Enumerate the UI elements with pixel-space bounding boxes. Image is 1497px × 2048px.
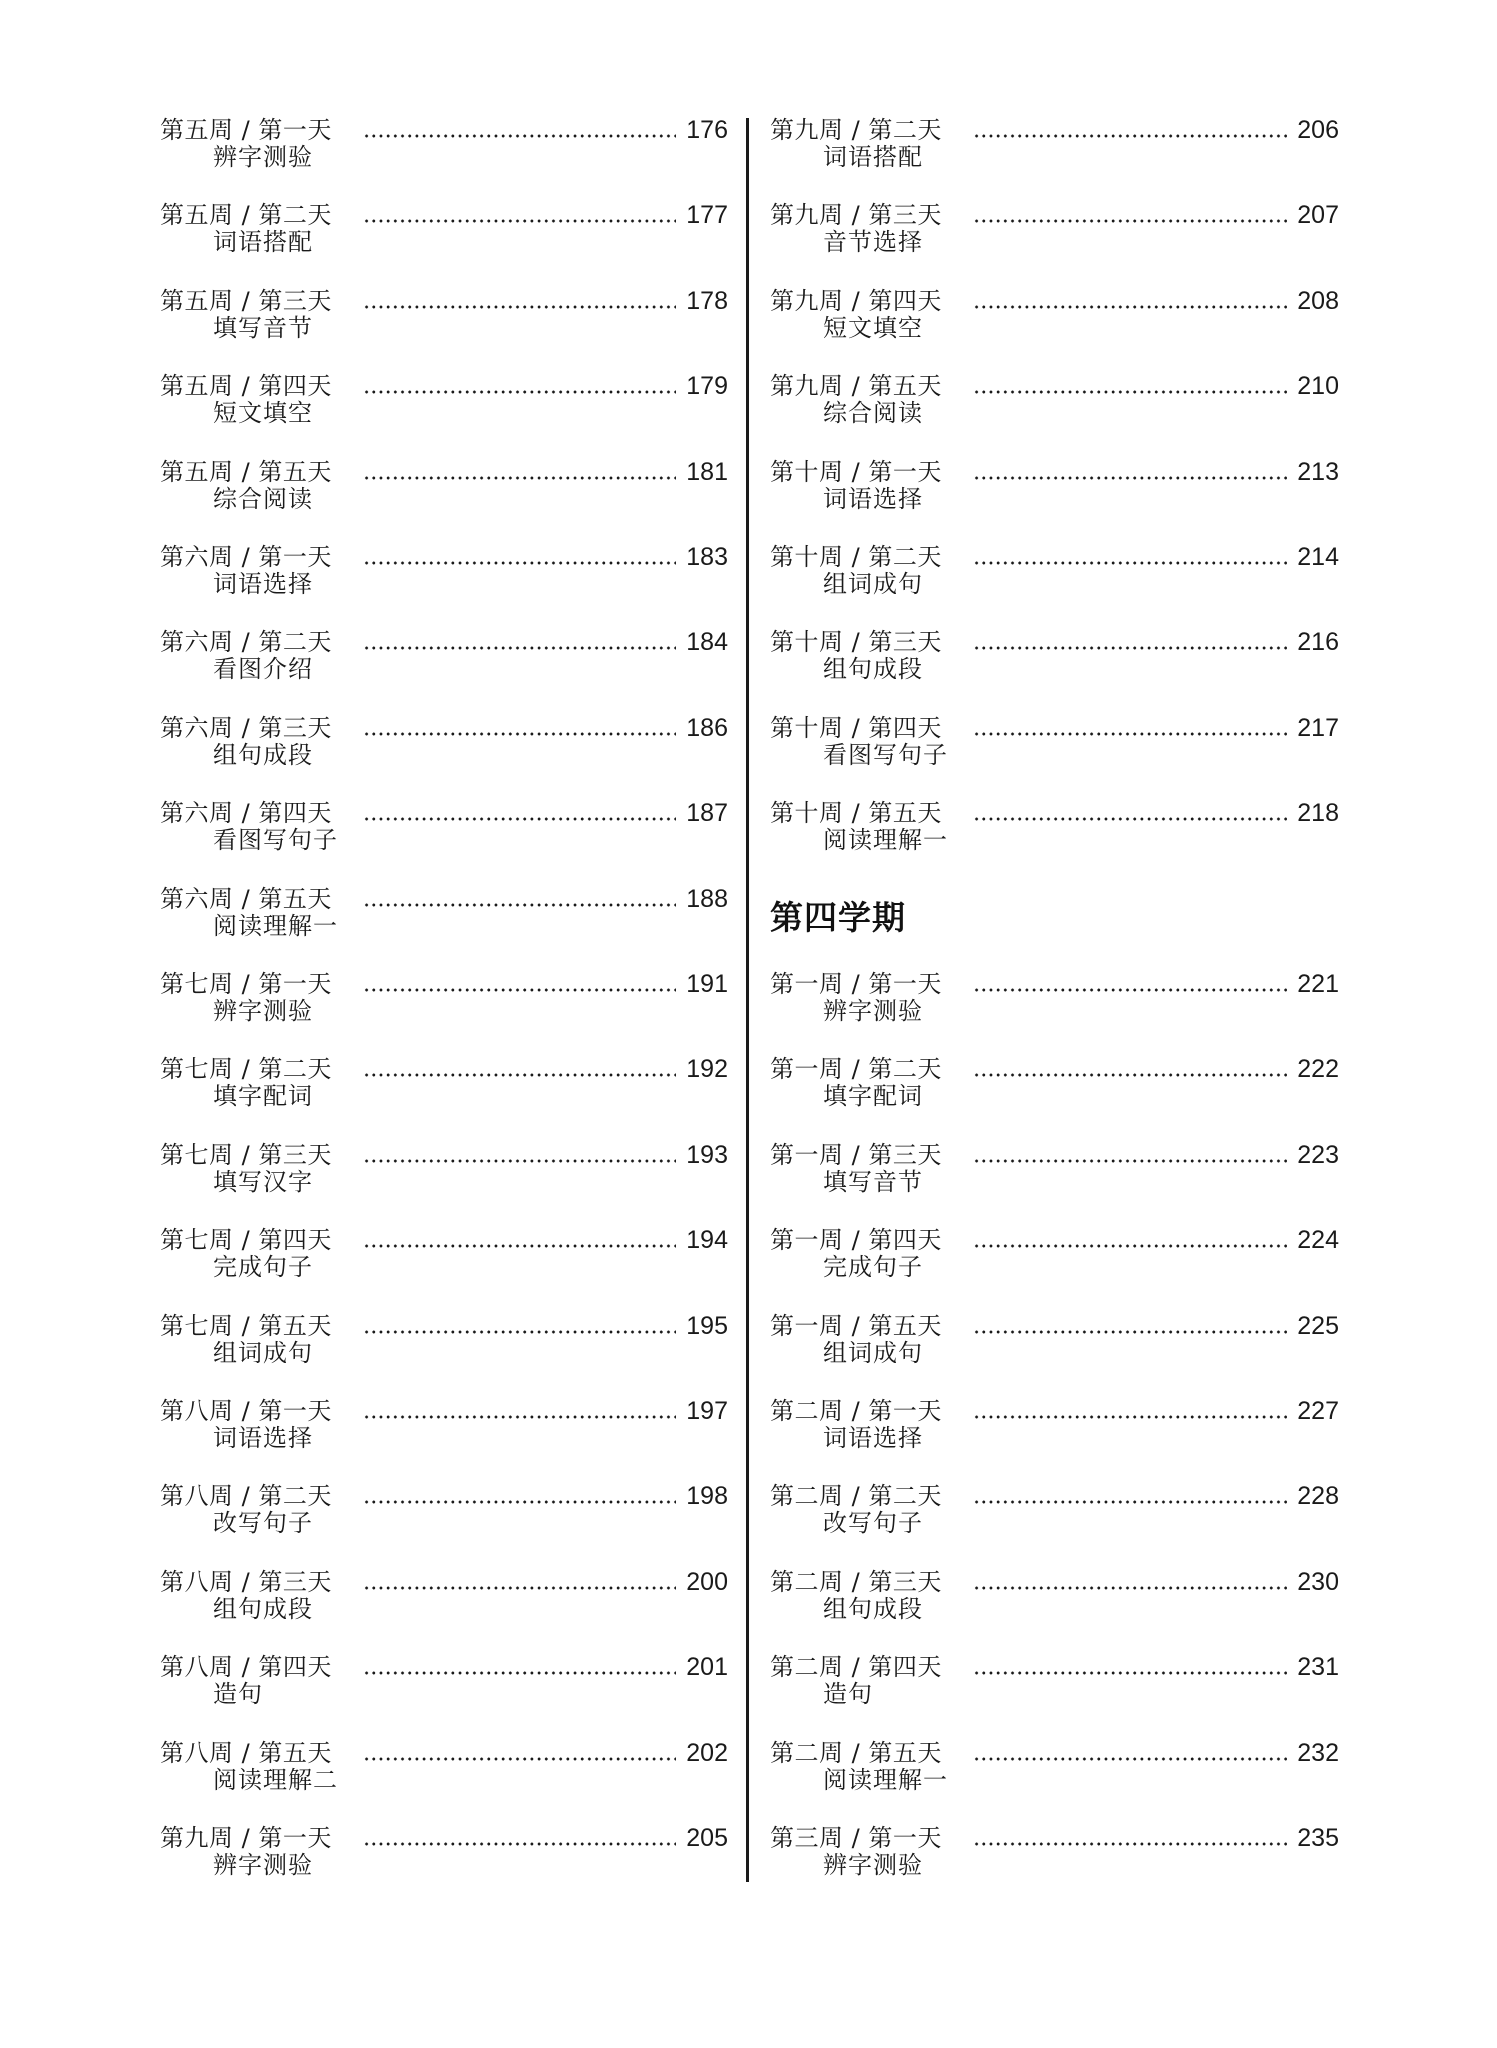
dot-leader — [973, 1330, 1287, 1334]
toc-entry-subtitle: 词语选择 — [823, 484, 923, 513]
toc-entry-subtitle: 词语选择 — [213, 1424, 313, 1452]
toc-entry-title: 第九周 / 第五天 — [770, 372, 942, 401]
toc-entry[interactable] — [160, 116, 728, 176]
toc-entry-page-number: 201 — [686, 1653, 728, 1682]
dot-leader — [973, 561, 1287, 565]
dot-leader — [363, 646, 676, 650]
toc-entry-page-number: 179 — [686, 372, 728, 401]
toc-entry-title: 第一周 / 第五天 — [770, 1311, 942, 1340]
toc-entry[interactable] — [770, 116, 1339, 176]
dot-leader — [973, 476, 1287, 480]
dot-leader — [363, 988, 676, 992]
toc-entry[interactable] — [160, 628, 728, 688]
dot-leader — [363, 1586, 676, 1590]
toc-entry-subtitle: 看图写句子 — [213, 826, 338, 855]
toc-entry-page-number: 176 — [686, 116, 728, 144]
toc-entry-page-number: 224 — [1297, 1226, 1339, 1255]
toc-entry-page-number: 218 — [1297, 799, 1339, 828]
toc-entry-title: 第七周 / 第五天 — [160, 1311, 332, 1340]
toc-entry-page-number: 205 — [686, 1824, 728, 1852]
dot-leader — [363, 476, 676, 480]
toc-entry[interactable] — [160, 287, 728, 347]
toc-entry-page-number: 198 — [686, 1482, 728, 1511]
toc-entry-subtitle: 音节选择 — [823, 228, 923, 257]
toc-entry-page-number: 222 — [1297, 1055, 1339, 1084]
toc-entry-page-number: 202 — [686, 1738, 728, 1767]
toc-entry-subtitle: 辨字测验 — [213, 997, 313, 1025]
dot-leader — [363, 305, 676, 309]
dot-leader — [973, 1757, 1287, 1761]
toc-entry-subtitle: 辨字测验 — [213, 143, 313, 171]
toc-entry[interactable] — [770, 287, 1339, 347]
dot-leader — [363, 134, 676, 138]
toc-entry-title: 第三周 / 第一天 — [770, 1824, 942, 1852]
toc-entry[interactable] — [770, 1141, 1339, 1201]
toc-entry-page-number: 232 — [1297, 1738, 1339, 1767]
toc-entry-title: 第九周 / 第二天 — [770, 116, 942, 144]
toc-entry-page-number: 184 — [686, 628, 728, 657]
dot-leader — [363, 817, 676, 821]
toc-entry-title: 第二周 / 第四天 — [770, 1653, 942, 1682]
toc-entry-title: 第八周 / 第一天 — [160, 1397, 332, 1425]
dot-leader — [363, 1073, 676, 1077]
toc-entry-title: 第五周 / 第五天 — [160, 457, 332, 486]
toc-entry-title: 第八周 / 第四天 — [160, 1653, 332, 1682]
toc-entry-title: 第一周 / 第四天 — [770, 1226, 942, 1255]
toc-entry-title: 第六周 / 第四天 — [160, 799, 332, 828]
toc-entry[interactable] — [770, 714, 1339, 774]
toc-entry[interactable] — [160, 885, 728, 945]
dot-leader — [363, 1671, 676, 1675]
toc-entry-title: 第七周 / 第四天 — [160, 1226, 332, 1255]
toc-entry-page-number: 227 — [1297, 1397, 1339, 1425]
toc-entry-title: 第五周 / 第一天 — [160, 116, 332, 144]
dot-leader — [973, 134, 1287, 138]
dot-leader — [363, 732, 676, 736]
dot-leader — [973, 1244, 1287, 1248]
toc-entry-title: 第十周 / 第二天 — [770, 543, 942, 571]
dot-leader — [973, 988, 1287, 992]
toc-entry-subtitle: 辨字测验 — [213, 1851, 313, 1879]
toc-entry-subtitle: 填字配词 — [823, 1082, 923, 1111]
toc-entry-subtitle: 组词成句 — [823, 1338, 923, 1367]
toc-entry-subtitle: 词语选择 — [213, 570, 313, 598]
toc-entry-title: 第二周 / 第三天 — [770, 1567, 942, 1596]
dot-leader — [973, 1671, 1287, 1675]
toc-entry[interactable] — [160, 714, 728, 774]
toc-entry-subtitle: 造句 — [823, 1680, 873, 1709]
toc-entry-title: 第五周 / 第四天 — [160, 372, 332, 401]
dot-leader — [363, 1415, 676, 1419]
toc-entry-page-number: 231 — [1297, 1653, 1339, 1682]
dot-leader — [973, 1500, 1287, 1504]
toc-entry[interactable] — [160, 799, 728, 859]
toc-entry-page-number: 235 — [1297, 1824, 1339, 1852]
toc-entry-subtitle: 阅读理解一 — [213, 911, 338, 940]
toc-entry-title: 第十周 / 第四天 — [770, 713, 942, 742]
toc-entry[interactable] — [160, 1739, 728, 1799]
toc-entry-title: 第六周 / 第一天 — [160, 543, 332, 571]
dot-leader — [363, 903, 676, 907]
toc-entry-page-number: 207 — [1297, 201, 1339, 230]
dot-leader — [973, 1073, 1287, 1077]
toc-entry[interactable] — [770, 1226, 1339, 1286]
toc-entry-subtitle: 填写音节 — [213, 313, 313, 342]
toc-entry-title: 第五周 / 第二天 — [160, 201, 332, 230]
toc-entry-subtitle: 综合阅读 — [213, 484, 313, 513]
toc-entry-subtitle: 阅读理解一 — [823, 1765, 948, 1794]
toc-entry[interactable] — [160, 1482, 728, 1542]
toc-entry-title: 第十周 / 第五天 — [770, 799, 942, 828]
toc-entry-title: 第六周 / 第五天 — [160, 884, 332, 913]
toc-entry-subtitle: 填写音节 — [823, 1167, 923, 1196]
toc-entry-title: 第六周 / 第二天 — [160, 628, 332, 657]
toc-entry-page-number: 186 — [686, 713, 728, 742]
dot-leader — [363, 219, 676, 223]
toc-entry-page-number: 230 — [1297, 1567, 1339, 1596]
toc-entry-page-number: 177 — [686, 201, 728, 230]
toc-entry-page-number: 228 — [1297, 1482, 1339, 1511]
dot-leader — [363, 1244, 676, 1248]
toc-entry-title: 第十周 / 第三天 — [770, 628, 942, 657]
toc-entry-page-number: 195 — [686, 1311, 728, 1340]
toc-entry[interactable] — [770, 1653, 1339, 1713]
dot-leader — [973, 219, 1287, 223]
toc-entry-title: 第二周 / 第二天 — [770, 1482, 942, 1511]
toc-entry-page-number: 200 — [686, 1567, 728, 1596]
toc-entry[interactable] — [770, 1312, 1339, 1372]
toc-entry-subtitle: 辨字测验 — [823, 997, 923, 1025]
toc-entry-subtitle: 短文填空 — [823, 313, 923, 342]
toc-entry[interactable] — [770, 1739, 1339, 1799]
toc-entry-title: 第五周 / 第三天 — [160, 286, 332, 315]
toc-entry[interactable] — [770, 543, 1339, 603]
dot-leader — [973, 1586, 1287, 1590]
toc-entry-subtitle: 看图介绍 — [213, 655, 313, 684]
toc-entry-subtitle: 短文填空 — [213, 399, 313, 428]
toc-entry-page-number: 217 — [1297, 713, 1339, 742]
toc-entry-subtitle: 综合阅读 — [823, 399, 923, 428]
dot-leader — [973, 817, 1287, 821]
dot-leader — [363, 1500, 676, 1504]
toc-entry-subtitle: 完成句子 — [213, 1253, 313, 1282]
toc-entry-page-number: 223 — [1297, 1140, 1339, 1169]
dot-leader — [973, 646, 1287, 650]
toc-entry-subtitle: 看图写句子 — [823, 740, 948, 769]
toc-entry-subtitle: 组句成段 — [213, 1594, 313, 1623]
toc-entry[interactable] — [770, 201, 1339, 261]
toc-entry-subtitle: 完成句子 — [823, 1253, 923, 1282]
toc-entry-subtitle: 组句成段 — [823, 655, 923, 684]
dot-leader — [973, 732, 1287, 736]
toc-entry-page-number: 210 — [1297, 372, 1339, 401]
dot-leader — [363, 390, 676, 394]
toc-entry[interactable] — [160, 1312, 728, 1372]
toc-entry-subtitle: 阅读理解一 — [823, 826, 948, 855]
toc-entry[interactable] — [160, 201, 728, 261]
toc-entry-page-number: 225 — [1297, 1311, 1339, 1340]
toc-entry-title: 第八周 / 第二天 — [160, 1482, 332, 1511]
dot-leader — [363, 1159, 676, 1163]
toc-entry-subtitle: 组词成句 — [823, 570, 923, 598]
toc-entry-subtitle: 组词成句 — [213, 1338, 313, 1367]
toc-entry-title: 第二周 / 第一天 — [770, 1397, 942, 1425]
toc-entry-subtitle: 造句 — [213, 1680, 263, 1709]
toc-entry-title: 第六周 / 第三天 — [160, 713, 332, 742]
toc-entry-page-number: 178 — [686, 286, 728, 315]
toc-entry-subtitle: 填写汉字 — [213, 1167, 313, 1196]
toc-entry-subtitle: 辨字测验 — [823, 1851, 923, 1879]
toc-entry[interactable] — [160, 1141, 728, 1201]
toc-entry-subtitle: 词语搭配 — [823, 143, 923, 171]
toc-entry[interactable] — [770, 1482, 1339, 1542]
toc-entry-subtitle: 组句成段 — [213, 740, 313, 769]
toc-entry[interactable] — [160, 970, 728, 1030]
toc-entry-page-number: 197 — [686, 1397, 728, 1425]
toc-entry-subtitle: 改写句子 — [213, 1509, 313, 1538]
toc-entry[interactable] — [160, 1055, 728, 1115]
toc-entry[interactable] — [770, 628, 1339, 688]
toc-entry-title: 第十周 / 第一天 — [770, 457, 942, 486]
toc-entry[interactable] — [160, 1824, 728, 1884]
toc-entry-page-number: 214 — [1297, 543, 1339, 571]
toc-entry-page-number: 183 — [686, 543, 728, 571]
dot-leader — [973, 305, 1287, 309]
toc-entry-page-number: 187 — [686, 799, 728, 828]
toc-entry[interactable] — [770, 372, 1339, 432]
toc-entry-page-number: 191 — [686, 970, 728, 998]
section-heading-term-4: 第四学期 — [770, 898, 906, 937]
dot-leader — [363, 1757, 676, 1761]
toc-entry-page-number: 208 — [1297, 286, 1339, 315]
toc-entry-page-number: 194 — [686, 1226, 728, 1255]
toc-entry[interactable] — [160, 1226, 728, 1286]
toc-entry[interactable] — [770, 970, 1339, 1030]
dot-leader — [363, 1330, 676, 1334]
dot-leader — [973, 390, 1287, 394]
toc-entry[interactable] — [770, 1568, 1339, 1628]
toc-entry[interactable] — [770, 458, 1339, 518]
toc-entry-title: 第二周 / 第五天 — [770, 1738, 942, 1767]
toc-entry[interactable] — [160, 1568, 728, 1628]
toc-entry-subtitle: 词语搭配 — [213, 228, 313, 257]
toc-entry-title: 第一周 / 第二天 — [770, 1055, 942, 1084]
dot-leader — [973, 1415, 1287, 1419]
toc-entry-page-number: 193 — [686, 1140, 728, 1169]
toc-entry-title: 第七周 / 第三天 — [160, 1140, 332, 1169]
column-divider — [746, 118, 749, 1882]
dot-leader — [973, 1159, 1287, 1163]
toc-entry[interactable] — [160, 458, 728, 518]
toc-entry-subtitle: 组句成段 — [823, 1594, 923, 1623]
toc-entry-subtitle: 填字配词 — [213, 1082, 313, 1111]
toc-entry[interactable] — [770, 1055, 1339, 1115]
toc-entry-subtitle: 词语选择 — [823, 1424, 923, 1452]
toc-entry-title: 第七周 / 第一天 — [160, 970, 332, 998]
dot-leader — [363, 1842, 676, 1846]
toc-entry-title: 第九周 / 第三天 — [770, 201, 942, 230]
toc-entry[interactable] — [160, 1397, 728, 1457]
toc-entry-page-number: 216 — [1297, 628, 1339, 657]
toc-entry[interactable] — [160, 1653, 728, 1713]
toc-entry-page-number: 188 — [686, 884, 728, 913]
toc-entry-subtitle: 阅读理解二 — [213, 1765, 338, 1794]
toc-entry[interactable] — [160, 372, 728, 432]
toc-entry-title: 第九周 / 第四天 — [770, 286, 942, 315]
dot-leader — [363, 561, 676, 565]
toc-entry-title: 第九周 / 第一天 — [160, 1824, 332, 1852]
toc-entry-page-number: 206 — [1297, 116, 1339, 144]
toc-entry-title: 第一周 / 第三天 — [770, 1140, 942, 1169]
toc-entry[interactable] — [770, 799, 1339, 859]
toc-entry-subtitle: 改写句子 — [823, 1509, 923, 1538]
toc-entry-title: 第八周 / 第三天 — [160, 1567, 332, 1596]
toc-entry-page-number: 181 — [686, 457, 728, 486]
toc-entry-title: 第八周 / 第五天 — [160, 1738, 332, 1767]
toc-entry[interactable] — [770, 1397, 1339, 1457]
toc-entry-title: 第一周 / 第一天 — [770, 970, 942, 998]
toc-entry-page-number: 192 — [686, 1055, 728, 1084]
toc-entry-title: 第七周 / 第二天 — [160, 1055, 332, 1084]
toc-entry[interactable] — [160, 543, 728, 603]
toc-entry-page-number: 213 — [1297, 457, 1339, 486]
toc-entry-page-number: 221 — [1297, 970, 1339, 998]
dot-leader — [973, 1842, 1287, 1846]
toc-entry[interactable] — [770, 1824, 1339, 1884]
